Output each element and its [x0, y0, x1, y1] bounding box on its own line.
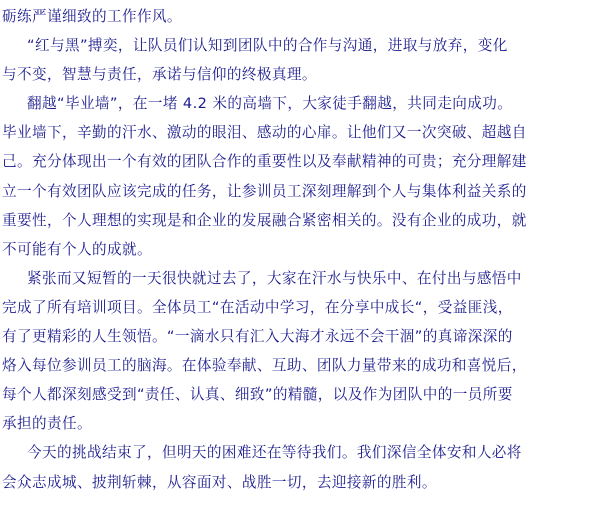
text-line: 紧张而又短暂的一天很快就过去了，大家在汗水与快乐中、在付出与感悟中 [27, 269, 522, 287]
text-line: 会众志成城、披荆斩棘，从容面对、战胜一切，去迎接新的胜利。 [2, 473, 437, 491]
text-line: 重要性，个人理想的实现是和企业的发展融合紧密相关的。没有企业的成功，就 [2, 211, 527, 229]
text-line: 砺练严谨细致的工作作风。 [2, 8, 182, 25]
text-line: 今天的挑战结束了，但明天的困难还在等待我们。我们深信全体安和人必将 [27, 444, 522, 462]
paragraph [2, 438, 594, 496]
paragraph [2, 31, 594, 89]
text-line: 烙入每位参训员工的脑海。在体验奉献、互助、团队力量带来的成功和喜悦后， [2, 357, 527, 375]
paragraph [2, 2, 594, 31]
paragraph [2, 89, 594, 264]
text-line: “红与黑”搏奕，让队员们认知到团队中的合作与沟通，进取与放弃，变化 [27, 37, 508, 55]
text-line: 与不变，智慧与责任，承诺与信仰的终极真理。 [2, 66, 317, 84]
text-line: 翻越“毕业墙”，在一堵 4.2 米的高墙下，大家徒手翻越，共同走向成功。 [27, 95, 513, 113]
text-line: 毕业墙下，辛勤的汗水、激动的眼泪、感动的心扉。让他们又一次突破、超越自 [2, 124, 527, 142]
text-line: 完成了所有培训项目。全体员工“在活动中学习，在分享中成长“，受益匪浅， [2, 298, 513, 316]
text-line: 己。充分体现出一个有效的团队合作的重要性以及奉献精神的可贵；充分理解建 [2, 153, 527, 171]
text-line: 有了更精彩的人生领悟。“一滴水只有汇入大海才永远不会干涸”的真谛深深的 [2, 328, 513, 346]
text-line: 不可能有个人的成就。 [2, 240, 152, 258]
text-line: 承担的责任。 [2, 415, 92, 433]
paragraph [2, 264, 594, 439]
text-line: 立一个有效团队应该完成的任务，让参训员工深刻理解到个人与集体利益关系的 [2, 182, 527, 200]
text-line: 每个人都深刻感受到“责任、认真、细致”的精髓，以及作为团队中的一员所要 [2, 386, 513, 404]
